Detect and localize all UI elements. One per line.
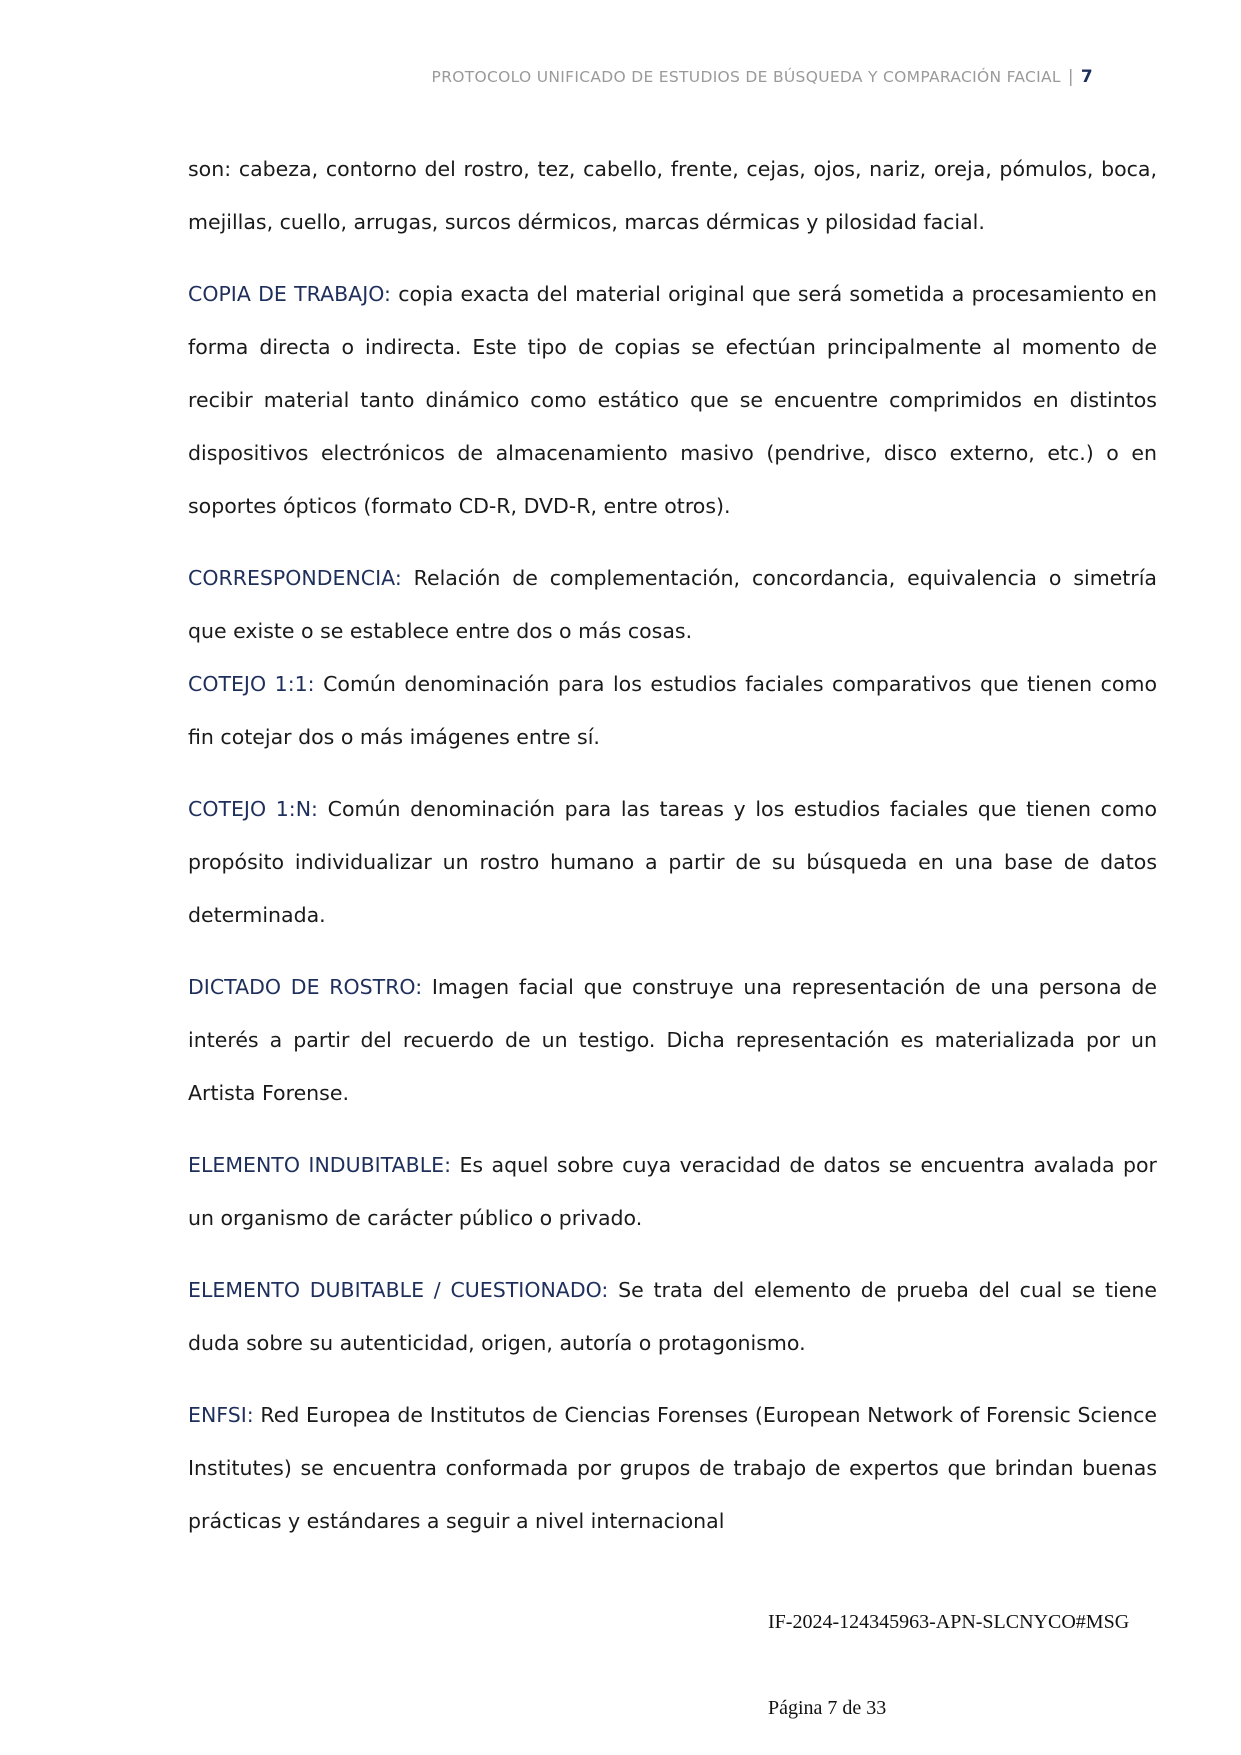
definition-term: COPIA DE TRABAJO: [188, 282, 391, 306]
definition-term: DICTADO DE ROSTRO: [188, 975, 423, 999]
definition-enfsi [188, 1389, 1157, 1548]
definition-elemento-dubitable [188, 1264, 1157, 1370]
definition-text: Relación de complementación, concordancia, equivalencia o simetría que existe o se establece entre dos o más cosas. [188, 566, 1157, 643]
definition-text: Red Europea de Institutos de Ciencias Forenses (European Network of Forensic Science Institutes) se encuentra conformada por grupos de trabajo de expertos que brindan buenas prácticas y estándares a seguir a nivel internacional [188, 1403, 1157, 1533]
header-separator: | [1067, 67, 1074, 87]
running-header [432, 67, 1093, 87]
paragraph-text: son: cabeza, contorno del rostro, tez, cabello, frente, cejas, ojos, nariz, oreja, pómulos, boca, mejillas, cuello, arrugas, surcos dérmicos, marcas dérmicas y pilosidad facial. [188, 157, 1157, 234]
definition-correspondencia [188, 552, 1157, 658]
definition-term: ELEMENTO INDUBITABLE: [188, 1153, 451, 1177]
definition-term: ELEMENTO DUBITABLE / CUESTIONADO: [188, 1278, 609, 1302]
definition-text: Imagen facial que construye una representación de una persona de interés a partir del recuerdo de un testigo. Dicha representación es materializada por un Artista Forense. [188, 975, 1157, 1105]
definition-text: Es aquel sobre cuya veracidad de datos se encuentra avalada por un organismo de carácter público o privado. [188, 1153, 1157, 1230]
paragraph-rasgos [188, 143, 1157, 249]
header-title: PROTOCOLO UNIFICADO DE ESTUDIOS DE BÚSQUEDA Y COMPARACIÓN FACIAL [431, 68, 1061, 86]
definition-term: COTEJO 1:1: [188, 672, 315, 696]
header-page-number: 7 [1080, 67, 1093, 87]
definition-text: copia exacta del material original que será sometida a procesamiento en forma directa o indirecta. Este tipo de copias se efectúan principalmente al momento de recibir material tanto dinámico como estático que se encuentre comprimidos en distintos dispositivos electrónicos de almacenamiento masivo (pendrive, disco externo, etc.) o en soportes ópticos (formato CD-R, DVD-R, entre otros). [188, 282, 1157, 518]
page-footer: Página 7 de 33 [768, 1697, 887, 1719]
definition-text: Común denominación para los estudios faciales comparativos que tienen como fin cotejar dos o más imágenes entre sí. [188, 672, 1157, 749]
definition-term: COTEJO 1:N: [188, 797, 318, 821]
definition-term: CORRESPONDENCIA: [188, 566, 402, 590]
definition-cotejo-1-1 [188, 658, 1157, 764]
definition-elemento-indubitable [188, 1139, 1157, 1245]
definition-text: Común denominación para las tareas y los estudios faciales que tienen como propósito individualizar un rostro humano a partir de su búsqueda en una base de datos determinada. [188, 797, 1157, 927]
definition-text: Se trata del elemento de prueba del cual se tiene duda sobre su autenticidad, origen, autoría o protagonismo. [188, 1278, 1157, 1355]
document-id: IF-2024-124345963-APN-SLCNYCO#MSG [768, 1611, 1130, 1633]
definition-copia-de-trabajo [188, 268, 1157, 533]
document-body [188, 143, 1157, 1548]
definition-cotejo-1-n [188, 783, 1157, 942]
definition-dictado-de-rostro [188, 961, 1157, 1120]
definition-term: ENFSI: [188, 1403, 254, 1427]
